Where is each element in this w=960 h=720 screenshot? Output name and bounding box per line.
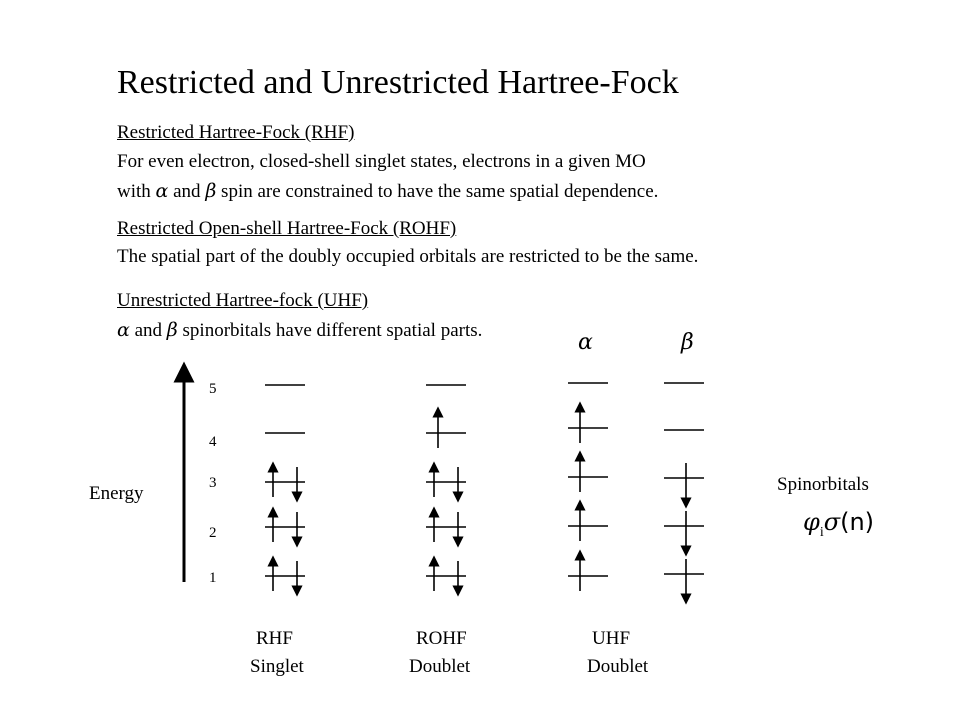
formula-argument: (n) xyxy=(840,508,875,536)
rhf-column-label: RHF xyxy=(256,628,293,649)
uhf-alpha-column-label: α xyxy=(578,330,593,355)
rhf-line2-mid: and xyxy=(168,181,206,202)
level-number-1: 1 xyxy=(209,570,217,586)
index-subscript: i xyxy=(819,524,824,540)
rhf-state-label: Singlet xyxy=(250,656,304,677)
alpha-symbol: α xyxy=(155,180,169,202)
uhf-state-label: Doublet xyxy=(587,656,649,677)
rohf-description: The spatial part of the doubly occupied orbitals are restricted to be the same. xyxy=(117,246,699,267)
uhf-line-post: spinorbitals have different spatial parts. xyxy=(177,320,483,341)
energy-levels xyxy=(265,383,704,599)
slide-title: Restricted and Unrestricted Hartree-Fock xyxy=(117,64,679,101)
rhf-heading: Restricted Hartree-Fock (RHF) xyxy=(117,122,355,143)
alpha-symbol: α xyxy=(117,319,130,341)
sigma-symbol: σ xyxy=(823,508,841,536)
uhf-beta-column-label: β xyxy=(681,330,694,355)
rhf-line2-pre: with xyxy=(117,181,156,202)
energy-axis-label: Energy xyxy=(89,483,144,504)
level-number-2: 2 xyxy=(209,525,217,541)
uhf-line-mid: and xyxy=(129,320,167,341)
phi-symbol: φ xyxy=(803,508,820,536)
level-number-5: 5 xyxy=(209,381,217,397)
level-number-3: 3 xyxy=(209,475,217,491)
rohf-state-label: Doublet xyxy=(409,656,471,677)
rhf-description-line1: For even electron, closed-shell singlet states, electrons in a given MO xyxy=(117,151,646,172)
uhf-column-label: UHF xyxy=(592,628,631,649)
beta-symbol: β xyxy=(205,180,217,202)
uhf-heading: Unrestricted Hartree-fock (UHF) xyxy=(117,290,369,311)
rohf-column-label: ROHF xyxy=(416,628,467,649)
rohf-heading: Restricted Open-shell Hartree-Fock (ROHF) xyxy=(117,218,457,239)
rhf-line2-post: spin are constrained to have the same spatial dependence. xyxy=(216,181,659,202)
beta-symbol: β xyxy=(166,319,178,341)
spinorbitals-label: Spinorbitals xyxy=(777,474,869,495)
level-number-4: 4 xyxy=(209,434,217,450)
spinorbital-formula xyxy=(803,508,874,541)
